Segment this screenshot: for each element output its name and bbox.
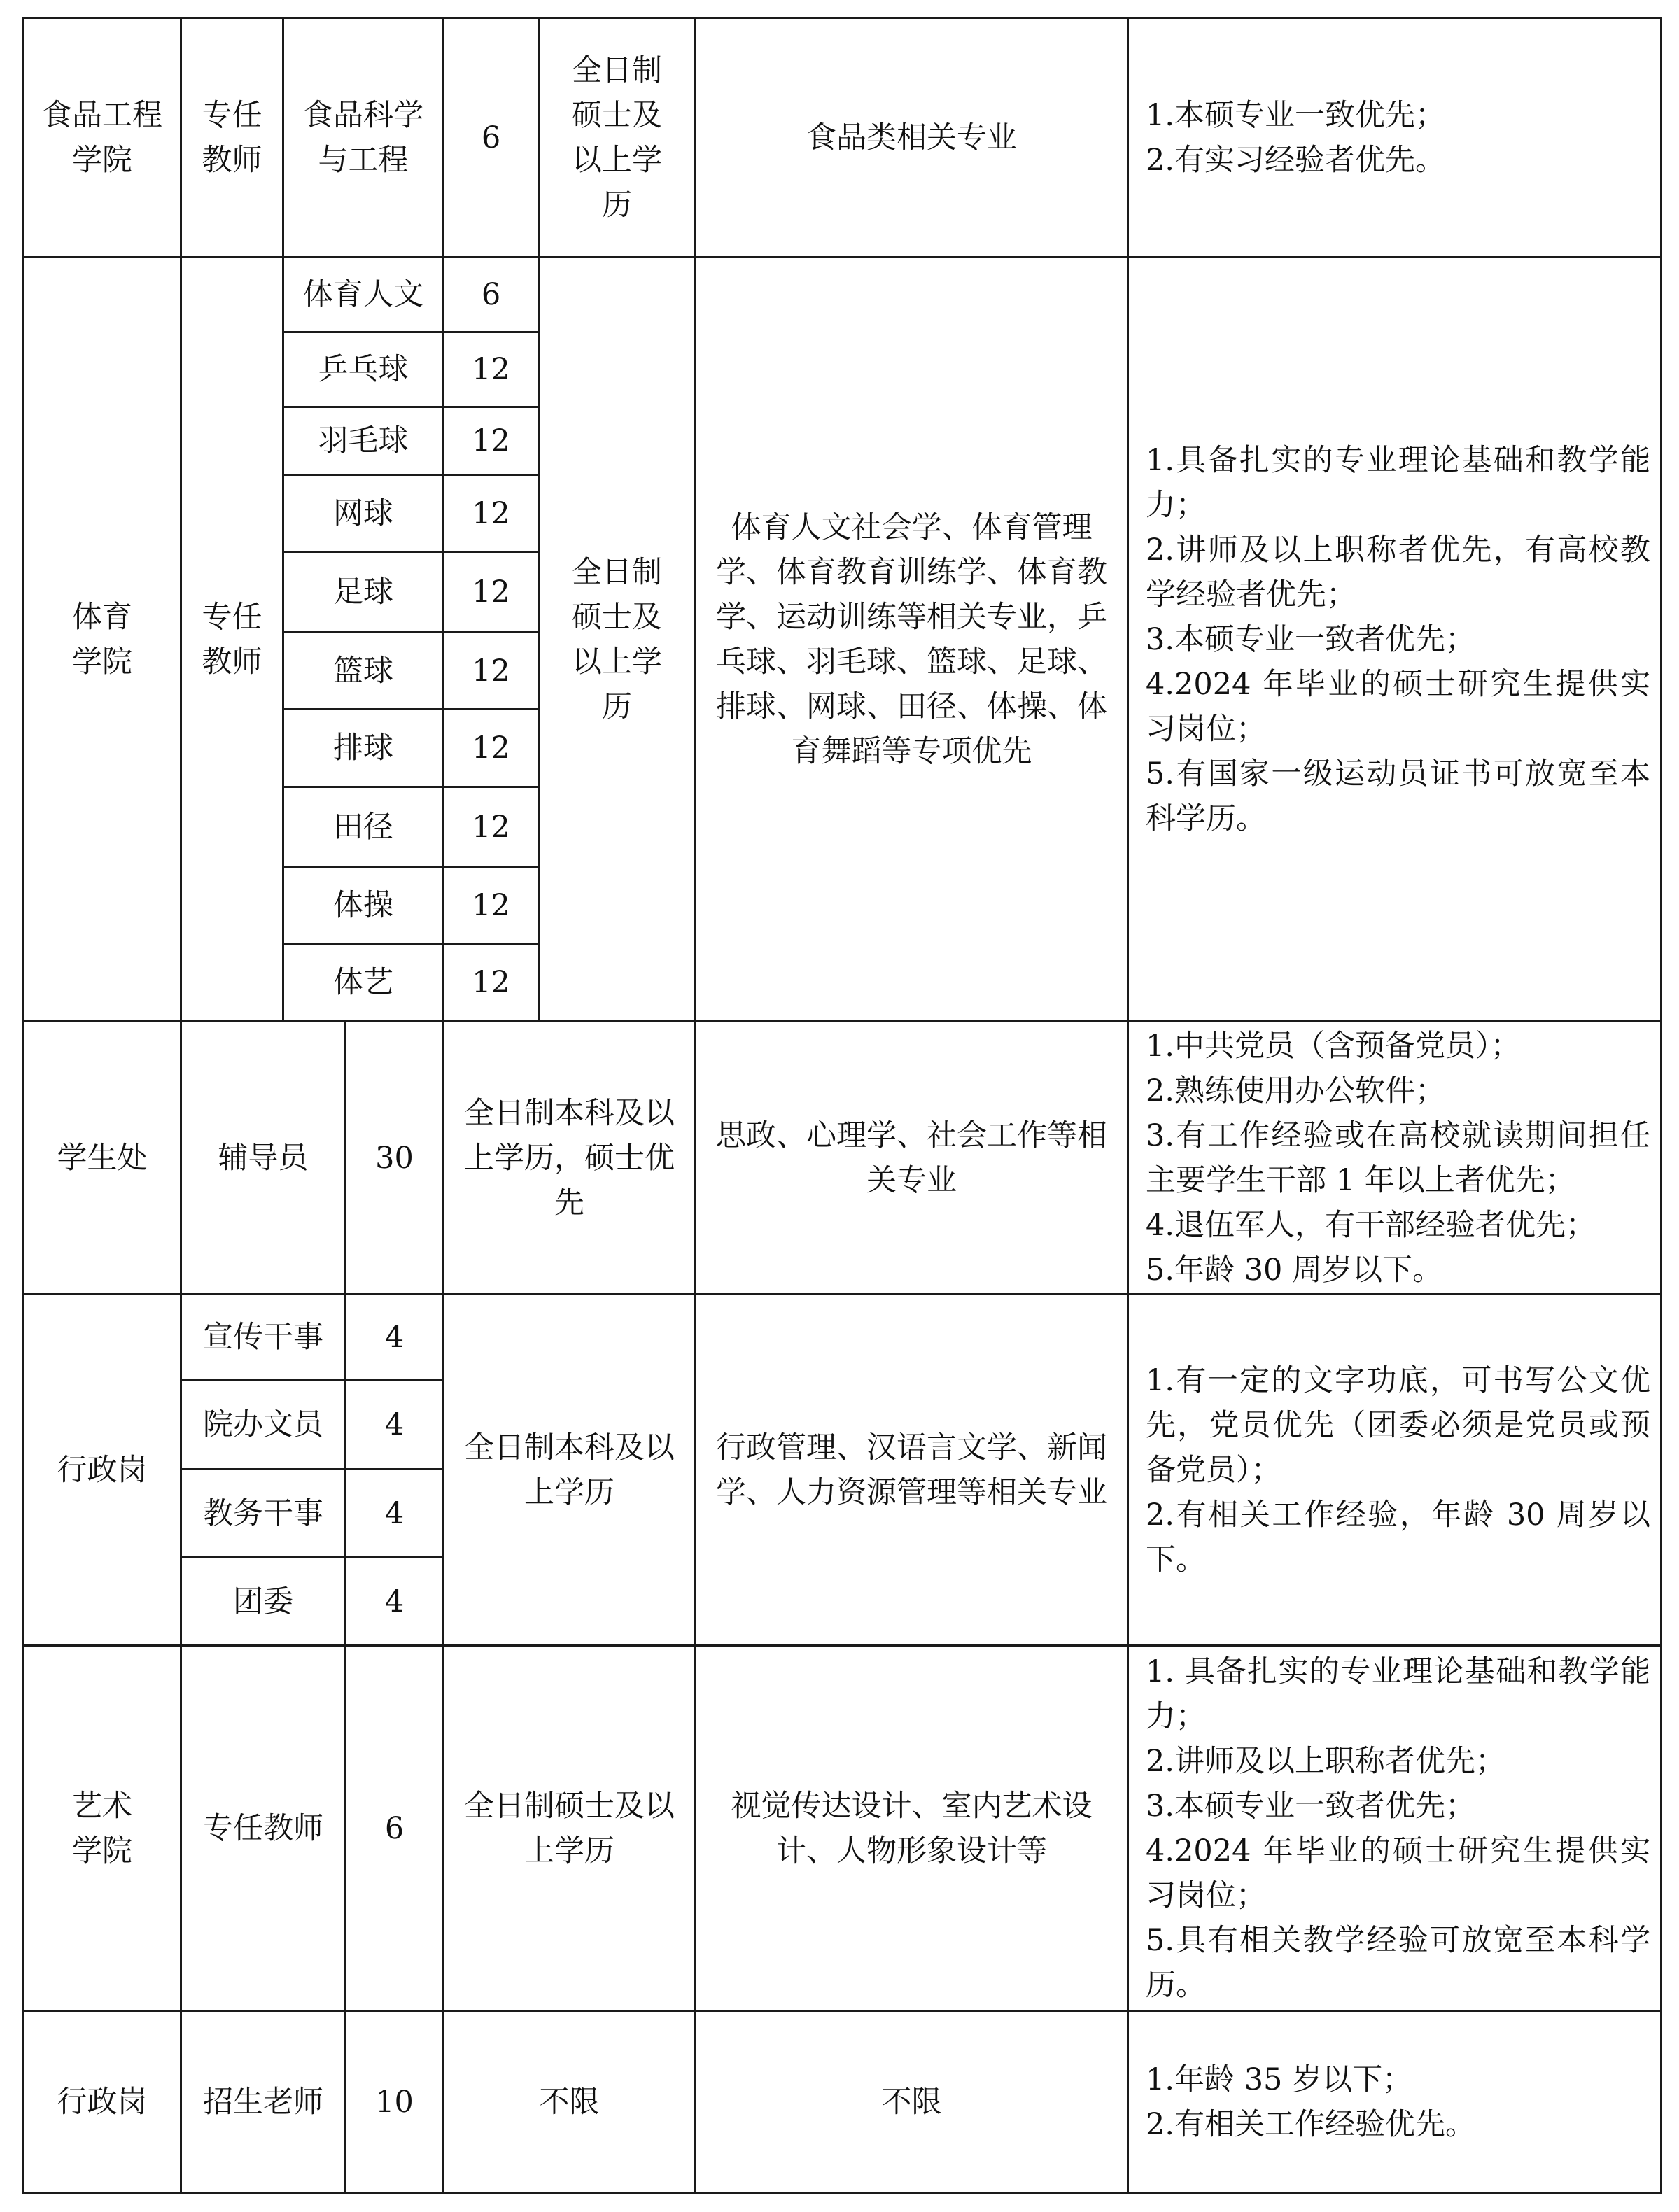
requirement-item: 4.2024 年毕业的硕士研究生提供实习岗位；: [1146, 666, 1650, 747]
count-cell: 4: [384, 1584, 405, 1619]
count-cell: 12: [472, 731, 510, 766]
education-cell: 不限: [539, 2084, 600, 2120]
position-cell: 院办文员: [203, 1407, 323, 1442]
dept-cell: 艺术学院: [72, 1788, 132, 1868]
field-cell: 体艺: [333, 965, 393, 1000]
education-cell: 全日制本科及以上学历: [464, 1430, 675, 1510]
count-cell: 4: [384, 1495, 405, 1531]
education-cell: 全日制本科及以上学历，硕士优先: [464, 1095, 675, 1220]
count-cell: 12: [472, 423, 510, 458]
field-cell: 体育人文: [303, 277, 423, 312]
requirements-cell: [1129, 1295, 1660, 1644]
requirement-item: 2.有相关工作经验优先。: [1146, 2106, 1476, 2142]
requirement-item: 1.年龄 35 岁以下；: [1146, 2062, 1413, 2097]
dept-cell: 行政岗: [57, 1452, 148, 1488]
requirement-item: 5.有国家一级运动员证书可放宽至本科学历。: [1146, 756, 1650, 836]
field-cell: 乒乓球: [318, 352, 409, 387]
requirement-item: 3.本硕专业一致者优先；: [1146, 1788, 1476, 1824]
major-cell: 视觉传达设计、室内艺术设计、人物形象设计等: [731, 1788, 1093, 1868]
position-cell: 专任教师: [203, 1810, 323, 1846]
field-cell: 食品科学与工程: [303, 97, 423, 178]
position-cell: 辅导员: [218, 1140, 309, 1176]
position-cell: 专任教师: [202, 97, 262, 178]
count-cell: 4: [384, 1319, 405, 1355]
education-cell: 全日制硕士及以上学历: [572, 554, 662, 724]
field-cell: 田径: [333, 809, 393, 845]
requirement-item: 1.具备扎实的专业理论基础和教学能力；: [1146, 442, 1650, 523]
major-cell: 不限: [881, 2084, 942, 2120]
dept-cell: 体育学院: [72, 599, 132, 679]
field-cell: 排球: [333, 731, 393, 766]
field-cell: 足球: [333, 575, 393, 610]
requirement-item: 1.本硕专业一致优先；: [1146, 97, 1446, 133]
count-cell: 6: [384, 1810, 405, 1846]
requirement-item: 2.讲师及以上职称者优先，有高校教学经验者优先；: [1146, 532, 1650, 612]
count-cell: 12: [472, 887, 510, 923]
count-cell: 12: [472, 352, 510, 387]
major-cell: 思政、心理学、社会工作等相关专业: [716, 1118, 1107, 1198]
requirement-item: 2.讲师及以上职称者优先；: [1146, 1743, 1506, 1779]
position-cell: 教务干事: [203, 1495, 323, 1531]
major-cell: 食品类相关专业: [806, 120, 1017, 155]
count-cell: 12: [472, 965, 510, 1000]
position-cell: 专任教师: [202, 599, 262, 679]
field-cell: 羽毛球: [318, 423, 409, 458]
dept-cell: 学生处: [57, 1140, 148, 1176]
requirement-item: 3.本硕专业一致者优先；: [1146, 621, 1476, 657]
position-cell: 招生老师: [203, 2084, 323, 2120]
requirement-item: 5.具有相关教学经验可放宽至本科学历。: [1146, 1922, 1650, 2003]
requirements-cell: [1129, 19, 1660, 256]
field-cell: 篮球: [333, 653, 393, 689]
education-cell: 全日制硕士及以上学历: [572, 52, 662, 223]
requirements-cell: [1129, 2012, 1660, 2192]
field-cell: 体操: [333, 887, 393, 923]
count-cell: 12: [472, 809, 510, 845]
requirement-item: 5.年龄 30 周岁以下。: [1146, 1252, 1443, 1288]
requirement-item: 2.有相关工作经验，年龄 30 周岁以下。: [1146, 1497, 1650, 1577]
education-cell: 全日制硕士及以上学历: [464, 1788, 675, 1868]
requirement-item: 2.熟练使用办公软件；: [1146, 1073, 1446, 1108]
count-cell: 12: [472, 575, 510, 610]
count-cell: 12: [472, 495, 510, 531]
dept-cell: 行政岗: [57, 2084, 148, 2120]
count-cell: 6: [481, 277, 501, 312]
border: [1660, 17, 1662, 2194]
requirements-cell: [1129, 258, 1660, 1020]
requirements-cell: [1129, 1647, 1660, 2010]
major-cell: 行政管理、汉语言文学、新闻学、人力资源管理等相关专业: [716, 1430, 1107, 1510]
count-cell: 10: [375, 2084, 414, 2120]
count-cell: 12: [472, 653, 510, 689]
major-cell: 体育人文社会学、体育管理学、体育教育训练学、体育教学、运动训练等相关专业，乒乓球、羽毛球、篮球、足球、排球、网球、田径、体操、体育舞蹈等专项优先: [716, 509, 1107, 769]
requirement-item: 2.有实习经验者优先。: [1146, 142, 1446, 178]
requirement-item: 1.有一定的文字功底，可书写公文优先，党员优先（团委必须是党员或预备党员）；: [1146, 1362, 1650, 1488]
position-cell: 团委: [233, 1584, 293, 1619]
requirement-item: 4.退伍军人，有干部经验者优先；: [1146, 1207, 1596, 1243]
border: [22, 2192, 1662, 2194]
count-cell: 6: [481, 120, 501, 155]
requirements-cell: [1129, 1022, 1660, 1293]
requirement-item: 1. 具备扎实的专业理论基础和教学能力；: [1146, 1654, 1650, 1734]
field-cell: 网球: [333, 495, 393, 531]
count-cell: 30: [375, 1140, 414, 1176]
dept-cell: 食品工程学院: [42, 97, 162, 178]
position-cell: 宣传干事: [203, 1319, 323, 1355]
requirement-item: 1.中共党员（含预备党员）；: [1146, 1028, 1521, 1064]
requirement-item: 3.有工作经验或在高校就读期间担任主要学生干部 1 年以上者优先；: [1146, 1118, 1650, 1198]
count-cell: 4: [384, 1407, 405, 1442]
requirement-item: 4.2024 年毕业的硕士研究生提供实习岗位；: [1146, 1833, 1650, 1913]
